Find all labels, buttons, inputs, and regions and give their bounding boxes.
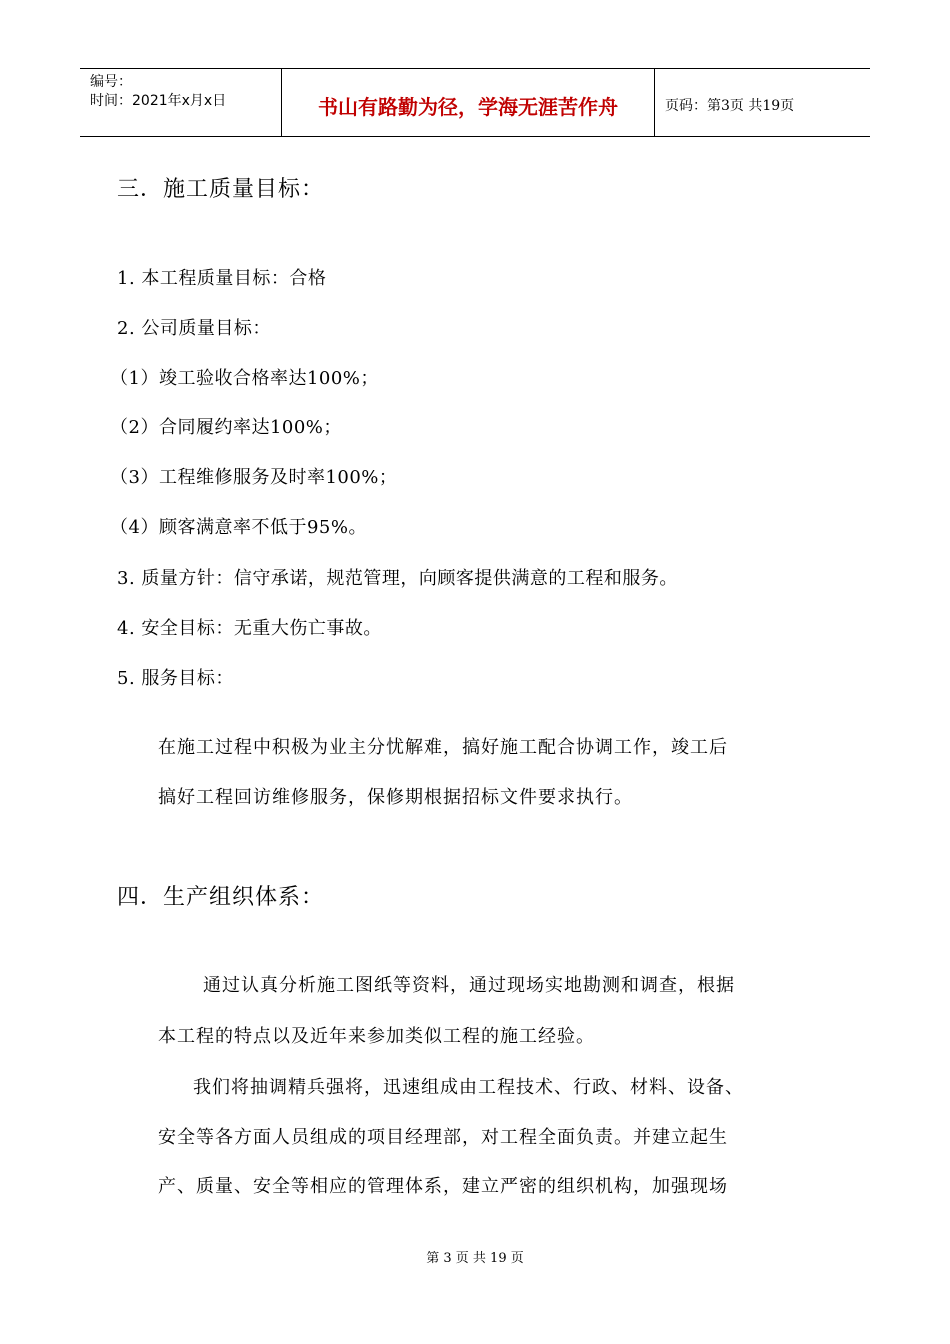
- section-3-heading: 三．施工质量目标：: [117, 177, 325, 202]
- list-item: 2. 公司质量目标：: [117, 318, 271, 339]
- list-item: 1. 本工程质量目标：合格: [117, 268, 327, 289]
- list-item: 5. 服务目标：: [117, 668, 234, 689]
- list-item: （2）合同履约率达100%；: [110, 417, 342, 438]
- page-footer: 第 3 页 共 19 页: [426, 1251, 524, 1266]
- section-4-heading: 四．生产组织体系：: [117, 885, 325, 910]
- service-paragraph-line: 搞好工程回访维修服务，保修期根据招标文件要求执行。: [158, 787, 633, 808]
- org-paragraph-2-line: 我们将抽调精兵强将，迅速组成由工程技术、行政、材料、设备、: [193, 1077, 744, 1098]
- header-meta-cell: [80, 69, 282, 136]
- list-item: 4. 安全目标：无重大伤亡事故。: [117, 618, 382, 639]
- list-item: （3）工程维修服务及时率100%；: [110, 467, 398, 488]
- org-paragraph-2-line: 安全等各方面人员组成的项目经理部，对工程全面负责。并建立起生: [158, 1127, 728, 1148]
- org-paragraph-1-line: 本工程的特点以及近年来参加类似工程的施工经验。: [158, 1026, 595, 1047]
- list-item: （1）竣工验收合格率达100%；: [110, 368, 379, 389]
- document-number-label: 编号：: [90, 74, 132, 90]
- org-paragraph-1-line: 通过认真分析施工图纸等资料，通过现场实地勘测和调查，根据: [203, 975, 735, 996]
- list-item: （4）顾客满意率不低于95%。: [110, 517, 367, 538]
- header-page-info: 页码：第3页 共19页: [665, 97, 795, 114]
- header-table: [80, 68, 870, 137]
- service-paragraph-line: 在施工过程中积极为业主分忧解难，搞好施工配合协调工作，竣工后: [158, 737, 728, 758]
- list-item: 3. 质量方针：信守承诺，规范管理，向顾客提供满意的工程和服务。: [117, 568, 678, 589]
- document-date-label: 时间：2021年x月x日: [90, 93, 227, 109]
- header-motto: 书山有路勤为径，学海无涯苦作舟: [282, 69, 655, 136]
- org-paragraph-2-line: 产、质量、安全等相应的管理体系，建立严密的组织机构，加强现场: [158, 1176, 728, 1197]
